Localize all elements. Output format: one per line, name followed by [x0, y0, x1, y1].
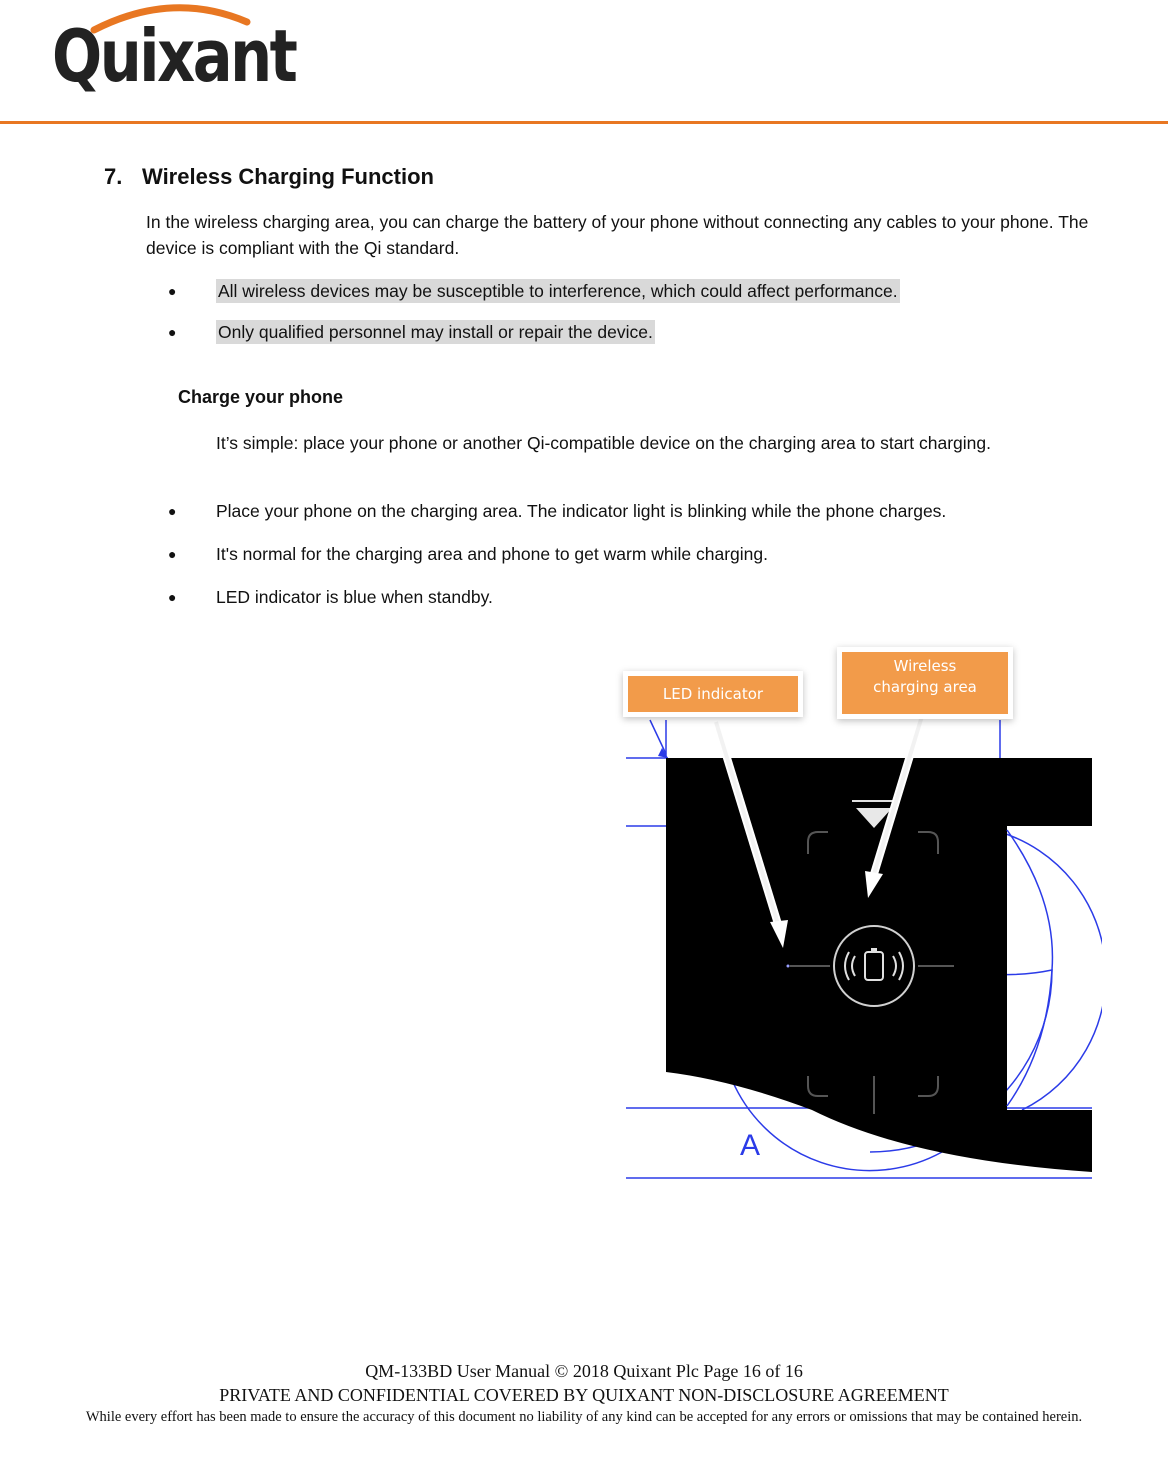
charger-drawing: [612, 640, 1102, 1190]
bullet-icon: ●: [168, 324, 177, 340]
bullet-icon: ●: [168, 546, 177, 562]
step-item: [168, 585, 1088, 609]
charge-intro: It’s simple: place your phone or another Qi-compatible device on the charging area to start charging.: [216, 433, 991, 453]
company-logo: [52, 0, 296, 116]
callout-line: Wireless: [893, 657, 957, 675]
page-footer: [0, 1358, 1168, 1428]
charge-heading: Charge your phone: [178, 387, 344, 407]
footer-line: PRIVATE AND CONFIDENTIAL COVERED BY QUIXANT NON-DISCLOSURE AGREEMENT: [219, 1385, 949, 1405]
section-number: 7.: [104, 164, 123, 189]
bullet-icon: ●: [168, 283, 177, 299]
section-title: [104, 164, 434, 190]
led-indicator-callout: LED indicator: [628, 676, 798, 712]
bullet-icon: ●: [168, 589, 177, 605]
footer-line: QM-133BD User Manual © 2018 Quixant Plc Page 16 of 16: [365, 1361, 803, 1381]
step-item: [168, 542, 1088, 566]
section-title-text: Wireless Charging Function: [142, 164, 434, 189]
callout-line: charging area: [873, 678, 977, 696]
warning-text: Only qualified personnel may install or repair the device.: [218, 322, 653, 342]
led-dot: [787, 965, 790, 968]
step-text: Place your phone on the charging area. The indicator light is blinking while the phone charges.: [216, 501, 947, 521]
warning-text: All wireless devices may be susceptible to interference, which could affect performance.: [218, 281, 898, 301]
step-text: LED indicator is blue when standby.: [216, 587, 493, 607]
section-intro: In the wireless charging area, you can charge the battery of your phone without connecting any cables to your phone. The device is compliant with the Qi standard.: [146, 212, 1089, 258]
charger-diagram: [612, 640, 1102, 1190]
warning-item: [168, 279, 1068, 303]
step-text: It's normal for the charging area and phone to get warm while charging.: [216, 544, 768, 564]
bullet-icon: ●: [168, 503, 177, 519]
step-item: [168, 499, 1088, 523]
header-rule: [0, 121, 1168, 124]
warning-item: [168, 320, 1068, 344]
dimension-label: A: [740, 1129, 761, 1162]
logo-wordmark: Quixant: [52, 14, 296, 98]
footer-disclaimer: While every effort has been made to ensure the accuracy of this document no liability of any kind can be accepted for any errors or omissions that may be contained herein.: [85, 1409, 1083, 1425]
wireless-charging-area-callout: [842, 652, 1008, 714]
